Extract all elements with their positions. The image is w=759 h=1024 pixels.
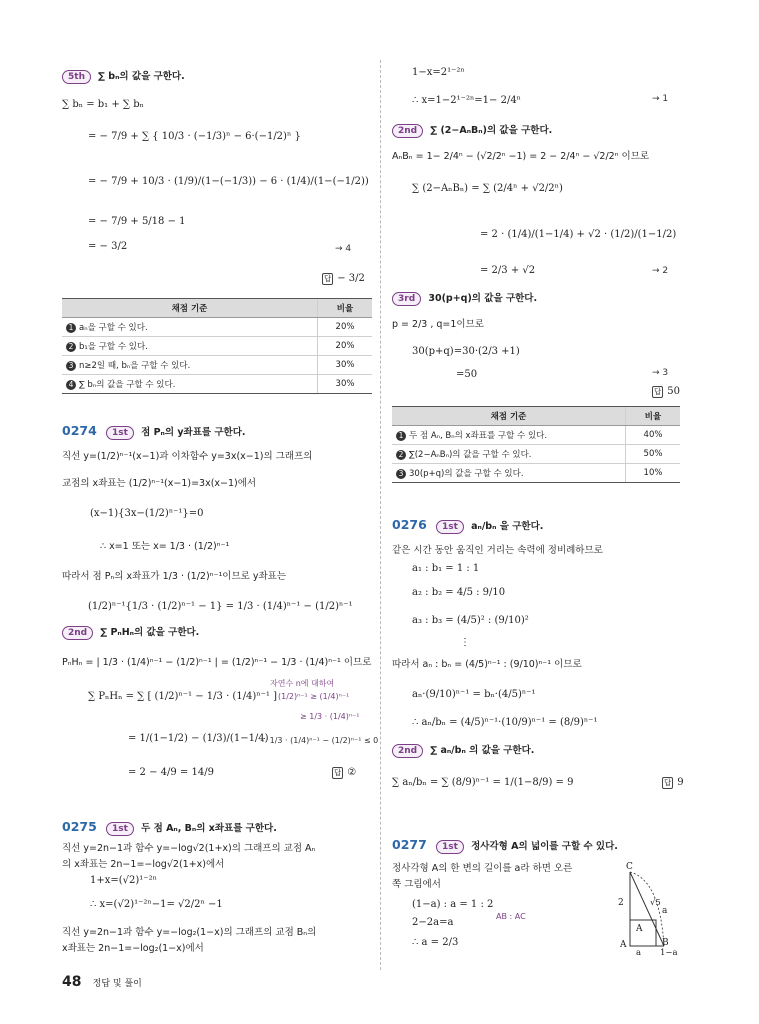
q0276-line-2: a₁ : b₁ = 1 : 1 xyxy=(412,563,480,574)
q0277-line-2: 쪽 그림에서 xyxy=(392,879,441,890)
step-badge: 1st xyxy=(436,520,464,534)
question-number: 0277 xyxy=(392,837,427,852)
right-line3-2: 30(p+q)=30·(2/3 +1) xyxy=(412,346,520,357)
row-pct: 30% xyxy=(318,375,373,394)
label-a: a xyxy=(662,906,668,916)
step-title: 30(p+q)의 값을 구한다. xyxy=(428,293,538,304)
answer-5th xyxy=(322,272,365,286)
step-badge: 2nd xyxy=(392,744,423,758)
row-pct: 50% xyxy=(626,445,681,464)
table-row xyxy=(392,464,680,483)
q0275-line-2: 의 x좌표는 2n−1=−log√2(1+x)에서 xyxy=(62,859,225,870)
rubric-header-criteria: 채점 기준 xyxy=(62,299,318,318)
marker-4: → 4 xyxy=(335,244,352,254)
marker-1: → 1 xyxy=(652,94,669,104)
page-footer xyxy=(62,974,142,990)
q0277-line-3: (1−a) : a = 1 : 2 xyxy=(412,899,494,910)
bracket-note: AB : AC xyxy=(496,912,526,921)
q0274-header xyxy=(62,424,246,440)
calc-line-1: ∑ bₙ = b₁ + ∑ bₙ xyxy=(62,99,144,110)
rubric-header-ratio: 비율 xyxy=(626,407,681,426)
column-divider xyxy=(380,60,381,970)
q0274-line2-4: = 2 − 4/9 = 14/9 xyxy=(128,767,214,778)
answer-value: 9 xyxy=(677,777,684,788)
q0276-line-4: a₃ : b₃ = (4/5)² : (9/10)² xyxy=(412,615,529,626)
row-number: 1 xyxy=(396,431,406,441)
right-step2-header xyxy=(392,124,552,138)
answer-icon: 답 xyxy=(324,273,332,283)
table-row xyxy=(392,445,680,464)
rubric-header-criteria: 채점 기준 xyxy=(392,407,626,426)
right-line3-3: =50 xyxy=(456,369,478,380)
row-text: ∑ bₙ의 값을 구할 수 있다. xyxy=(79,380,176,390)
table-row xyxy=(62,337,372,356)
q0274-step2-header xyxy=(62,626,199,640)
step-badge: 1st xyxy=(106,426,134,440)
rubric-table-left xyxy=(62,298,372,394)
q0277-line-1: 정사각형 A의 한 변의 길이를 a라 하면 오른 xyxy=(392,863,573,874)
note-1: 자연수 n에 대하여 xyxy=(270,679,335,688)
q0276-step2-header xyxy=(392,744,534,758)
step-title: 두 점 Aₙ, Bₙ의 x좌표를 구한다. xyxy=(141,823,277,834)
q0276-header xyxy=(392,518,543,534)
q0274-line-1: 직선 y=(1/2)ⁿ⁻¹(x−1)과 이차함수 y=3x(x−1)의 그래프의 xyxy=(62,451,313,462)
note-3: ≥ 1/3 · (1/4)ⁿ⁻¹ xyxy=(300,712,360,721)
step-5-header xyxy=(62,70,185,84)
right-line2-3: = 2 · (1/4)/(1−1/4) + √2 · (1/2)/(1−1/2) xyxy=(480,229,677,240)
step-5-title: ∑ bₙ의 값을 구한다. xyxy=(98,71,185,82)
right-step3-header xyxy=(392,292,537,306)
label-square-A: A xyxy=(636,924,643,934)
q0276-line2-1: ∑ aₙ/bₙ = ∑ (8/9)ⁿ⁻¹ = 1/(1−8/9) = 9 xyxy=(392,777,574,788)
q0276-line-7: aₙ·(9/10)ⁿ⁻¹ = bₙ·(4/5)ⁿ⁻¹ xyxy=(412,689,536,700)
right-line2-2: ∑ (2−AₙBₙ) = ∑ (2/4ⁿ + √2/2ⁿ) xyxy=(412,183,563,194)
step-title: ∑ (2−AₙBₙ)의 값을 구한다. xyxy=(430,125,553,136)
question-number: 0275 xyxy=(62,819,97,834)
marker-2: → 2 xyxy=(652,266,669,276)
row-pct: 20% xyxy=(318,318,373,337)
right-line3-1: p = 2/3 , q=1이므로 xyxy=(392,319,484,330)
page-number: 48 xyxy=(62,974,82,990)
row-number: 3 xyxy=(66,361,76,371)
note-2: (1/2)ⁿ⁻¹ ≥ (1/4)ⁿ⁻¹ xyxy=(278,692,350,701)
note-4: ∴ 1/3 · (1/4)ⁿ⁻¹ − (1/2)ⁿ⁻¹ ≤ 0 xyxy=(262,736,379,745)
calc-line-2: = − 7/9 + ∑ { 10/3 · (−1/3)ⁿ − 6·(−1/2)ⁿ } xyxy=(88,131,301,142)
q0276-line-5: ⋮ xyxy=(460,637,470,648)
step-badge: 2nd xyxy=(62,626,93,640)
q0277-line-4: 2−2a=a xyxy=(412,917,454,928)
answer-icon: 답 xyxy=(664,777,672,787)
q0274-line-3: (x−1){3x−(1/2)ⁿ⁻¹}=0 xyxy=(90,508,204,519)
row-text: 두 점 Aₙ, Bₙ의 x좌표를 구할 수 있다. xyxy=(409,431,548,441)
table-row xyxy=(62,375,372,394)
answer-value: − 3/2 xyxy=(337,273,365,284)
right-line2-1: AₙBₙ = 1− 2/4ⁿ − (√2/2ⁿ −1) = 2 − 2/4ⁿ − √2/2ⁿ 이므로 xyxy=(392,151,650,162)
label-A: A xyxy=(620,940,627,950)
q0275-header xyxy=(62,820,277,836)
q0275-line-4: ∴ x=(√2)¹⁻²ⁿ−1= √2/2ⁿ −1 xyxy=(90,899,223,910)
row-number: 1 xyxy=(66,323,76,333)
row-text: 30(p+q)의 값을 구할 수 있다. xyxy=(409,469,524,479)
q0274-line2-2: ∑ PₙHₙ = ∑ [ (1/2)ⁿ⁻¹ − 1/3 · (1/4)ⁿ⁻¹ ] xyxy=(88,691,278,702)
label-B: B xyxy=(662,938,669,948)
question-number: 0276 xyxy=(392,517,427,532)
q0276-line-3: a₂ : b₂ = 4/5 : 9/10 xyxy=(412,587,506,598)
step-badge: 1st xyxy=(106,822,134,836)
answer-value: 50 xyxy=(667,386,680,397)
q0274-line2-1: PₙHₙ = | 1/3 · (1/4)ⁿ⁻¹ − (1/2)ⁿ⁻¹ | = (1/2)ⁿ⁻¹ − 1/3 · (1/4)ⁿ⁻¹ 이므로 xyxy=(62,657,372,668)
label-C: C xyxy=(626,862,633,872)
right-answer xyxy=(652,385,680,399)
q0274-line-4: ∴ x=1 또는 x= 1/3 · (1/2)ⁿ⁻¹ xyxy=(100,541,230,552)
calc-line-3: = − 7/9 + 10/3 · (1/9)/(1−(−1/3)) − 6 · (1/4)/(1−(−1/2)) xyxy=(88,176,369,187)
row-number: 4 xyxy=(66,380,76,390)
label-side-2: 2 xyxy=(618,898,624,908)
row-pct: 10% xyxy=(626,464,681,483)
right-top-line-2: ∴ x=1−2¹⁻²ⁿ=1− 2/4ⁿ xyxy=(412,95,522,106)
step-title: 정사각형 A의 넓이를 구할 수 있다. xyxy=(471,841,618,852)
step-title: ∑ aₙ/bₙ 의 값을 구한다. xyxy=(430,745,535,756)
table-row xyxy=(392,426,680,445)
q0274-line2-3: = 1/(1−1/2) − (1/3)/(1−1/4) xyxy=(128,733,269,744)
row-pct: 20% xyxy=(318,337,373,356)
q0274-answer xyxy=(332,766,356,780)
q0276-line-6: 따라서 aₙ : bₙ = (4/5)ⁿ⁻¹ : (9/10)ⁿ⁻¹ 이므로 xyxy=(392,659,582,670)
question-number: 0274 xyxy=(62,423,97,438)
footer-title: 정답 및 풀이 xyxy=(92,979,142,989)
q0276-line-1: 같은 시간 동안 움직인 거리는 속력에 정비례하므로 xyxy=(392,545,603,556)
q0274-line-5: 따라서 점 Pₙ의 x좌표가 1/3 · (1/2)ⁿ⁻¹이므로 y좌표는 xyxy=(62,571,286,582)
row-text: aₙ을 구할 수 있다. xyxy=(79,323,148,333)
row-number: 2 xyxy=(396,450,406,460)
q0275-line-6: x좌표는 2n−1=−log₂(1−x)에서 xyxy=(62,943,204,954)
rubric-table-right xyxy=(392,406,680,483)
q0277-header xyxy=(392,838,618,854)
answer-value: ② xyxy=(347,767,357,778)
label-root5: √5 xyxy=(650,898,661,908)
row-number: 3 xyxy=(396,469,406,479)
right-line2-4: = 2/3 + √2 xyxy=(480,265,536,276)
row-number: 2 xyxy=(66,342,76,352)
rubric-header-ratio: 비율 xyxy=(318,299,373,318)
right-top-line-1: 1−x=2¹⁻²ⁿ xyxy=(412,67,465,78)
calc-line-5: = − 3/2 xyxy=(88,241,128,252)
q0276-line-8: ∴ aₙ/bₙ = (4/5)ⁿ⁻¹·(10/9)ⁿ⁻¹ = (8/9)ⁿ⁻¹ xyxy=(412,717,598,728)
row-pct: 40% xyxy=(626,426,681,445)
table-row xyxy=(62,318,372,337)
calc-line-4: = − 7/9 + 5/18 − 1 xyxy=(88,216,186,227)
table-row xyxy=(62,356,372,375)
answer-icon: 답 xyxy=(334,767,342,777)
row-text: ∑(2−AₙBₙ)의 값을 구할 수 있다. xyxy=(409,450,532,460)
step-badge: 3rd xyxy=(392,292,421,306)
step-title: 점 Pₙ의 y좌표를 구한다. xyxy=(141,427,246,438)
q0275-line-5: 직선 y=2n−1과 함수 y=−log₂(1−x)의 그래프의 교점 Bₙ의 xyxy=(62,927,317,938)
step-title: ∑ PₙHₙ의 값을 구한다. xyxy=(100,627,200,638)
row-text: n≥2일 때, bₙ을 구할 수 있다. xyxy=(79,361,191,371)
marker-3: → 3 xyxy=(652,368,669,378)
step-badge: 1st xyxy=(436,840,464,854)
label-bottom-a: a xyxy=(636,948,642,958)
q0274-line-2: 교점의 x좌표는 (1/2)ⁿ⁻¹(x−1)=3x(x−1)에서 xyxy=(62,478,257,489)
q0274-line-6: (1/2)ⁿ⁻¹{1/3 · (1/2)ⁿ⁻¹ − 1} = 1/3 · (1/4)ⁿ⁻¹ − (1/2)ⁿ⁻¹ xyxy=(88,601,353,612)
q0275-line-3: 1+x=(√2)¹⁻²ⁿ xyxy=(90,875,157,886)
row-text: b₁을 구할 수 있다. xyxy=(79,342,148,352)
q0276-answer xyxy=(662,776,684,790)
label-one-minus-a: 1−a xyxy=(660,948,678,958)
step-badge: 2nd xyxy=(392,124,423,138)
q0277-line-5: ∴ a = 2/3 xyxy=(412,937,459,948)
step-5-badge: 5th xyxy=(62,70,91,84)
answer-icon: 답 xyxy=(654,386,662,396)
step-title: aₙ/bₙ 을 구한다. xyxy=(471,521,544,532)
row-pct: 30% xyxy=(318,356,373,375)
q0275-line-1: 직선 y=2n−1과 함수 y=−log√2(1+x)의 그래프의 교점 Aₙ xyxy=(62,843,316,854)
